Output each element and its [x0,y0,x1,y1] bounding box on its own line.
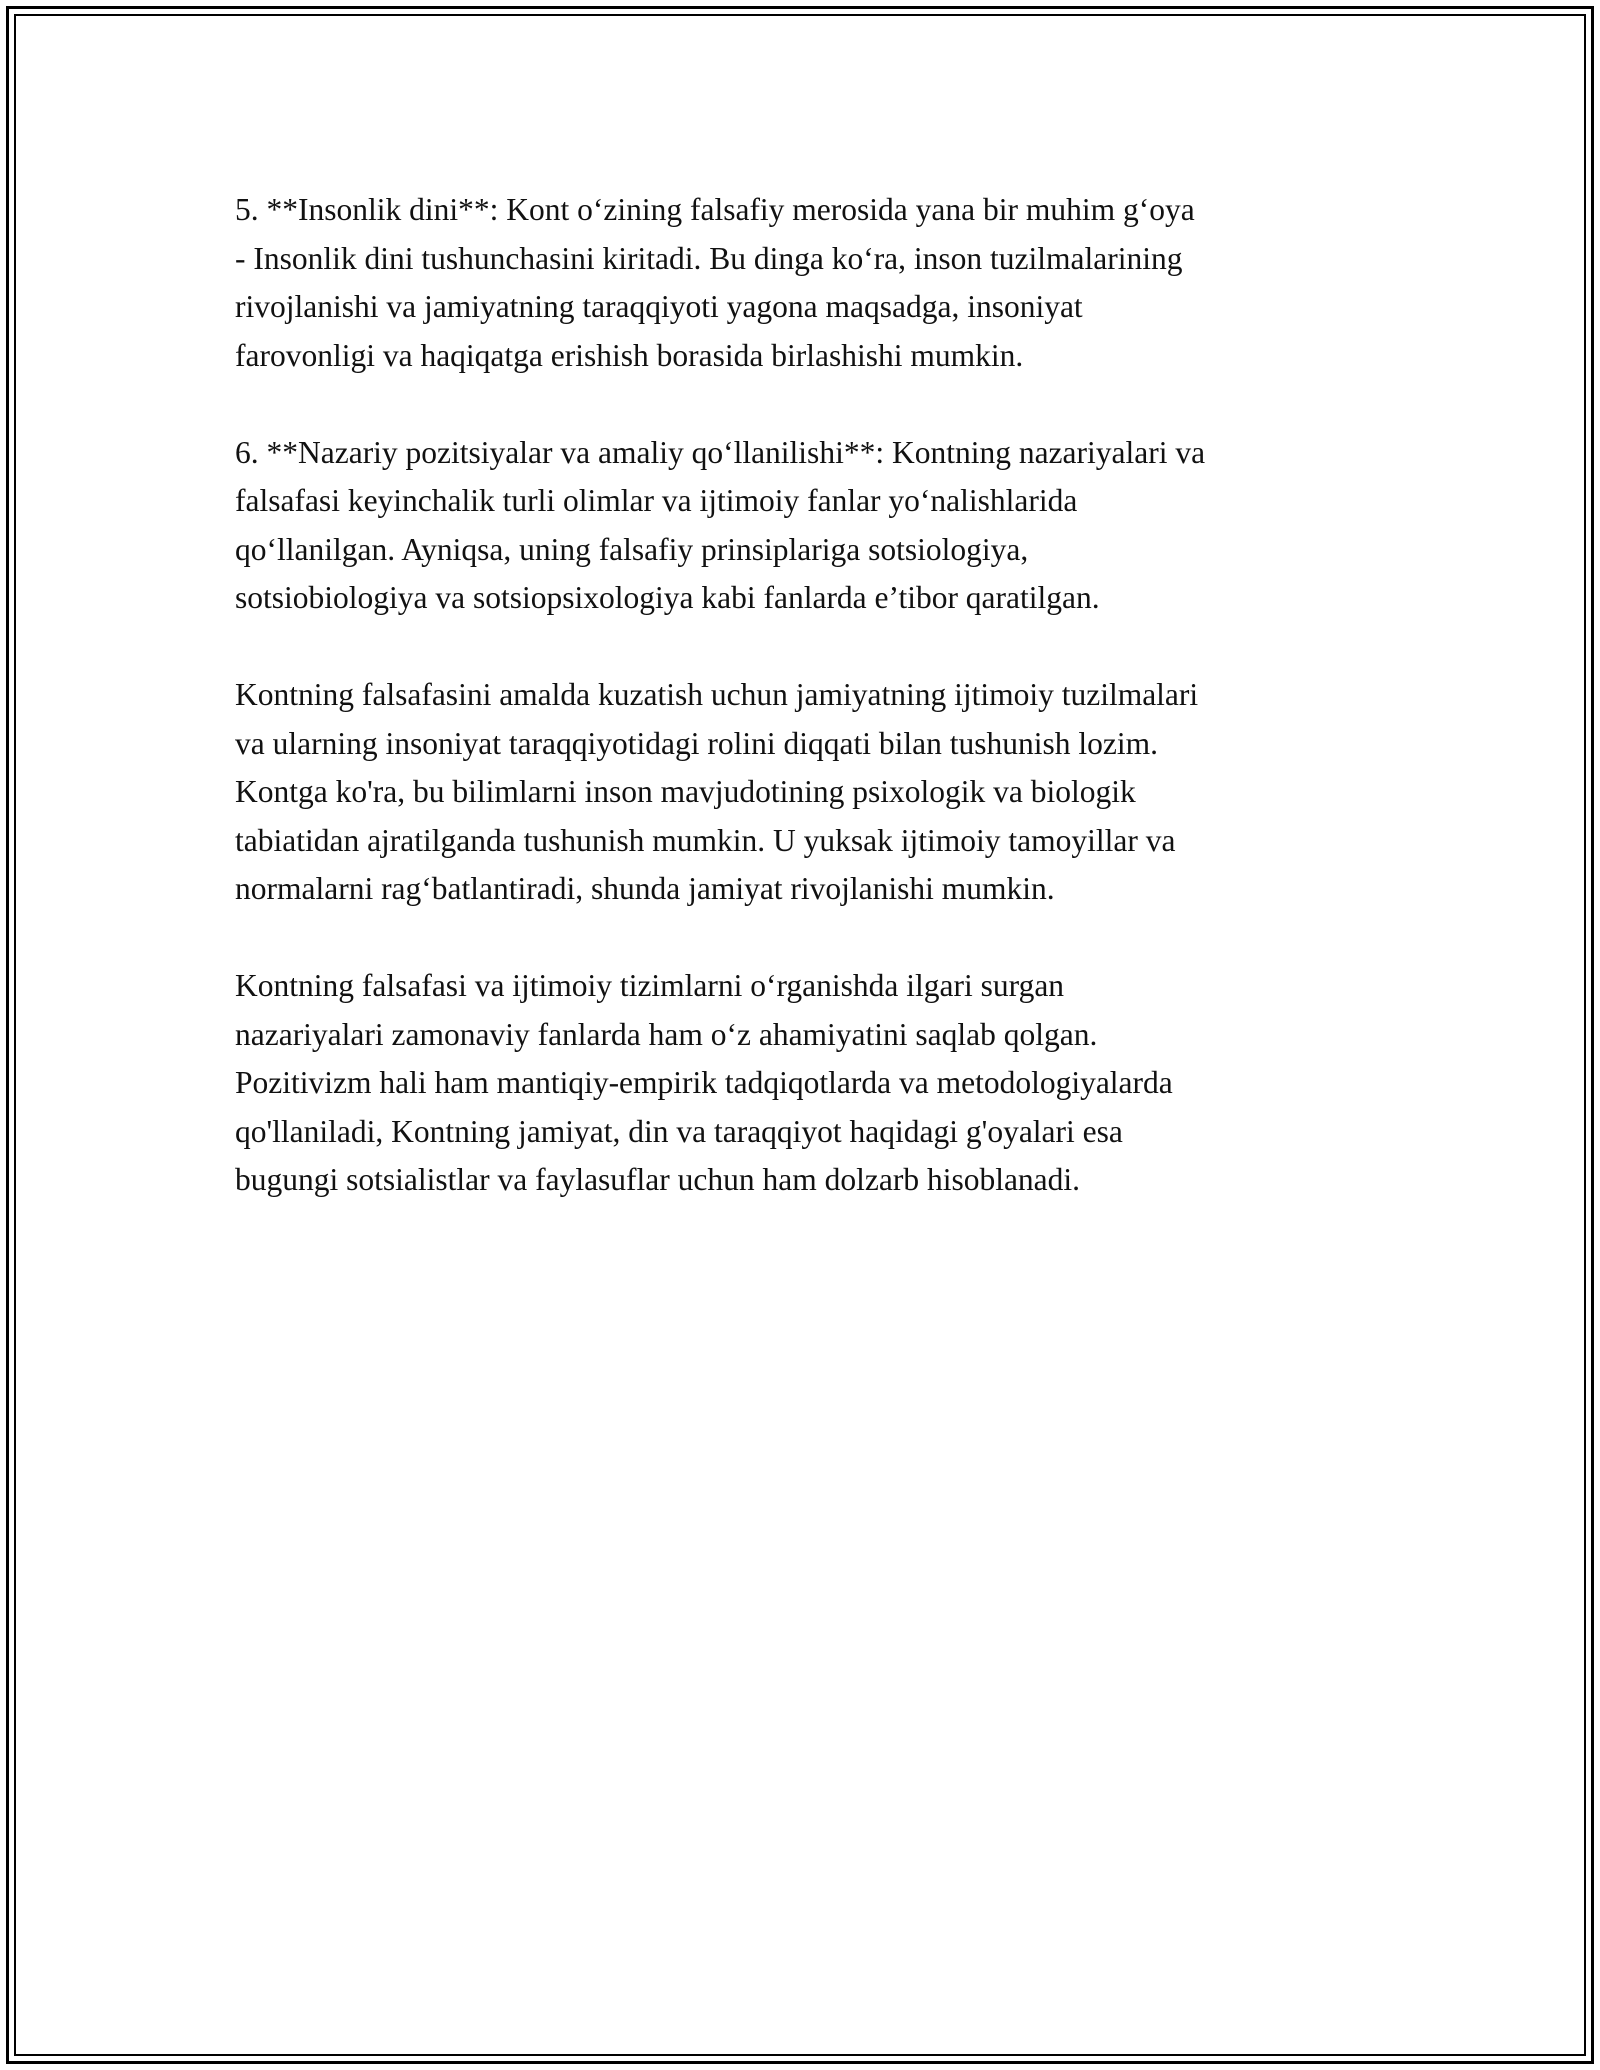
text-line: Kontga ko'ra, bu bilimlarni inson mavjudotining psixologik va biologik [235,774,1136,809]
text-line: bugungi sotsialistlar va faylasuflar uchun ham dolzarb hisoblanadi. [235,1162,1081,1197]
paragraph-zamonaviy-fanlar [235,962,1375,1205]
text-line: qoʻllanilgan. Ayniqsa, uning falsafiy prinsiplariga sotsiologiya, [235,531,1029,567]
document-body [235,186,1375,1253]
text-line: 5. **Insonlik dini**: Kont oʻzining falsafiy merosida yana bir muhim gʻoya [235,192,1195,227]
text-line: rivojlanishi va jamiyatning taraqqiyoti yagona maqsadga, insoniyat [235,289,1083,324]
text-line: Kontning falsafasi va ijtimoiy tizimlarni oʻrganishda ilgari surgan [235,968,1065,1003]
text-line: tabiatidan ajratilganda tushunish mumkin. U yuksak ijtimoiy tamoyillar va [235,822,1176,858]
text-line: qo'llaniladi, Kontning jamiyat, din va taraqqiyot haqidagi g'oyalari esa [235,1113,1123,1149]
text-line: nazariyalari zamonaviy fanlarda ham oʻz ahamiyatini saqlab qolgan. [235,1016,1098,1052]
text-line: - Insonlik dini tushunchasini kiritadi. Bu dinga koʻra, inson tuzilmalarining [235,240,1183,276]
text-line: Pozitivizm hali ham mantiqiy-empirik tadqiqotlarda va metodologiyalarda [235,1065,1173,1100]
paragraph-amalda-kuzatish [235,671,1375,914]
text-line: 6. **Nazariy pozitsiyalar va amaliy qoʻllanilishi**: Kontning nazariyalari va [235,434,1206,470]
text-line: normalarni ragʻbatlantiradi, shunda jamiyat rivojlanishi mumkin. [235,871,1055,906]
paragraph-nazariy-pozitsiyalar [235,429,1375,623]
text-line: va ularning insoniyat taraqqiyotidagi rolini diqqati bilan tushunish lozim. [235,725,1158,761]
text-line: sotsiobiologiya va sotsiopsixologiya kabi fanlarda e’tibor qaratilgan. [235,580,1100,615]
text-line: farovonligi va haqiqatga erishish borasida birlashishi mumkin. [235,337,1024,373]
text-line: falsafasi keyinchalik turli olimlar va ijtimoiy fanlar yoʻnalishlarida [235,483,1078,518]
text-line: Kontning falsafasini amalda kuzatish uchun jamiyatning ijtimoiy tuzilmalari [235,677,1199,712]
paragraph-insonlik-dini [235,186,1375,380]
